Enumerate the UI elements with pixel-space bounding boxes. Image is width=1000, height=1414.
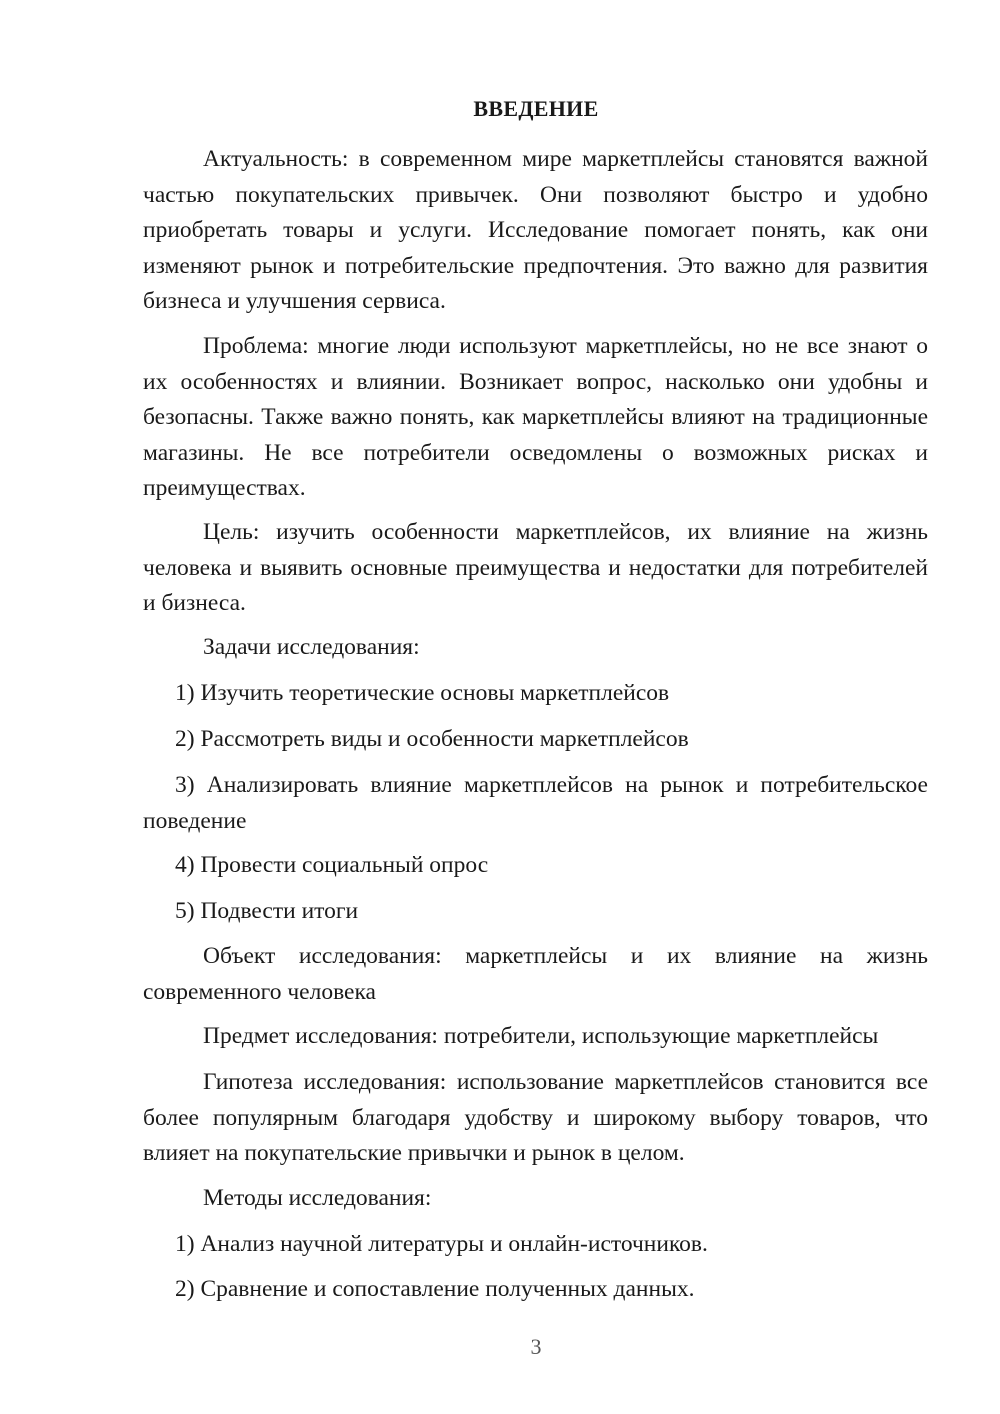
relevance-paragraph: Актуальность: в современном мире маркетплейсы становятся важной частью покупательских привычек. Они позволяют быстро и удобно приобретать товары и услуги. Исследование помогает понять, как они изменяют рынок и потребительские предпочтения. Это важно для развития бизнеса и улучшения сервиса. <box>143 146 928 314</box>
page-number: 3 <box>530 1334 542 1359</box>
method-item: 1) Анализ научной литературы и онлайн-источников. <box>175 1231 708 1257</box>
task-item: 1) Изучить теоретические основы маркетплейсов <box>175 680 670 706</box>
task-item: 4) Провести социальный опрос <box>175 852 489 878</box>
goal-paragraph: Цель: изучить особенности маркетплейсов, их влияние на жизнь человека и выявить основные преимущества и недостатки для потребителей и бизнеса. <box>143 519 928 616</box>
object-paragraph: Объект исследования: маркетплейсы и их влияние на жизнь современного человека <box>143 943 928 1005</box>
section-heading: ВВЕДЕНИЕ <box>473 96 599 121</box>
problem-paragraph: Проблема: многие люди используют маркетплейсы, но не все знают о их особенностях и влиянии. Возникает вопрос, насколько они удобны и безопасны. Также важно понять, как маркетплейсы влияют на традиционные магазины. Не все потребители осведомлены о возможных рисках и преимуществах. <box>143 333 928 501</box>
tasks-title: Задачи исследования: <box>203 634 420 660</box>
task-item: 5) Подвести итоги <box>175 898 359 924</box>
task-item: 3) Анализировать влияние маркетплейсов на рынок и потребительское поведение <box>143 772 928 834</box>
method-item: 2) Сравнение и сопоставление полученных данных. <box>175 1276 695 1302</box>
subject-paragraph: Предмет исследования: потребители, использующие маркетплейсы <box>203 1023 879 1049</box>
methods-title: Методы исследования: <box>203 1185 432 1211</box>
task-item: 2) Рассмотреть виды и особенности маркетплейсов <box>175 726 689 752</box>
hypothesis-paragraph: Гипотеза исследования: использование маркетплейсов становится все более популярным благодаря удобству и широкому выбору товаров, что влияет на покупательские привычки и рынок в целом. <box>143 1069 928 1166</box>
